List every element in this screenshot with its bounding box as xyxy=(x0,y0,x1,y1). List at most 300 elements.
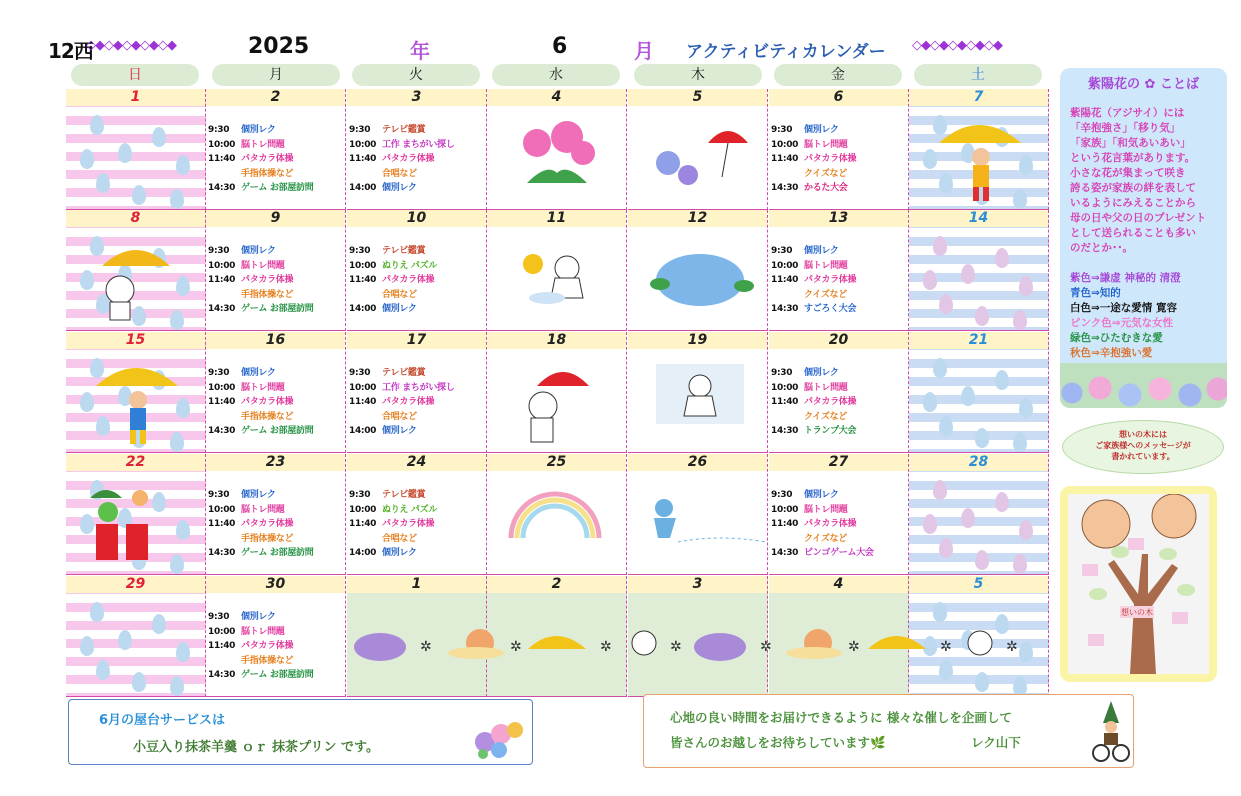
raindrop-icon xyxy=(939,538,953,558)
day-cell-thu xyxy=(628,454,768,575)
activity-label: 合唱など xyxy=(382,168,417,179)
activity-item xyxy=(349,424,485,439)
activity-label: 手指体操など xyxy=(241,533,294,544)
activity-label: 個別レク xyxy=(241,125,276,135)
activity-item xyxy=(771,503,907,518)
message-line-1: 心地の良い時間をお届けできるように 様々な催しを企画して xyxy=(670,710,1012,725)
activity-time: 9:30 xyxy=(208,246,230,256)
food-service-menu: 小豆入り抹茶羊羹 ｏｒ 抹茶プリン です。 xyxy=(133,740,380,755)
activity-label: テレビ鑑賞 xyxy=(382,246,426,256)
svg-text:✲: ✲ xyxy=(760,639,772,655)
activity-label: 脳トレ問題 xyxy=(804,504,848,515)
sidebar-line: という花言葉があります。 xyxy=(1070,152,1196,164)
food-service-scroll xyxy=(68,699,533,765)
day-cell-mon xyxy=(206,454,346,575)
activity-time: 14:00 xyxy=(349,183,377,193)
sidebar-line: 小さな花が集まって咲き xyxy=(1070,167,1186,179)
day-number: 1 xyxy=(347,576,486,593)
day-number: 19 xyxy=(628,332,767,349)
activity-item xyxy=(208,410,344,425)
activity-item xyxy=(771,123,907,138)
activity-time: 9:30 xyxy=(349,490,371,500)
frog-boots-icon xyxy=(86,478,186,575)
activity-label: すごろく大会 xyxy=(804,304,857,314)
activity-label: 工作 まちがい探し xyxy=(382,139,455,150)
raindrop-icon xyxy=(1013,310,1027,330)
activity-item xyxy=(208,503,344,518)
activity-item xyxy=(349,488,485,503)
activity-time: 10:00 xyxy=(349,139,377,150)
day-number: 2 xyxy=(206,89,345,106)
activity-label: パタカラ体操 xyxy=(241,641,294,651)
activity-item xyxy=(349,123,485,138)
activity-time: 14:30 xyxy=(771,426,799,436)
day-cell-sat xyxy=(909,332,1049,453)
raindrop-icon xyxy=(1019,520,1033,540)
day-number: 28 xyxy=(909,454,1048,471)
bubble-line-3: 書かれています。 xyxy=(1111,452,1175,461)
activity-time: 9:30 xyxy=(349,246,371,256)
activity-time: 9:30 xyxy=(771,368,793,378)
day-number: 11 xyxy=(487,210,626,227)
child-umbrella-icon xyxy=(929,113,1029,210)
message-bubble xyxy=(1062,420,1224,474)
activity-item xyxy=(771,273,907,288)
activity-label: 個別レク xyxy=(382,183,417,193)
day-cell-sat xyxy=(909,89,1049,210)
day-cell-thu xyxy=(628,332,768,453)
child-umbrella-icon xyxy=(86,356,186,453)
activity-label: パタカラ体操 xyxy=(382,397,435,407)
activity-time: 14:00 xyxy=(349,304,377,314)
sidebar-line: 母の日や父の日のプレゼント xyxy=(1070,212,1207,224)
sidebar-line: 誇る姿が家族の絆を表して xyxy=(1070,182,1196,194)
activity-label: パタカラ体操 xyxy=(241,154,294,164)
day-number: 6 xyxy=(769,89,908,106)
activity-label: パタカラ体操 xyxy=(804,154,857,164)
activity-label: 手指体操など xyxy=(241,411,294,422)
diamond-decoration-right: ◇◆◇◆◇◆◇◆◇◆ xyxy=(912,38,1002,53)
activity-time: 11:40 xyxy=(208,154,236,164)
raindrop-icon xyxy=(170,676,184,696)
activity-item xyxy=(771,488,907,503)
day-cell-sat xyxy=(909,454,1049,575)
day-number: 27 xyxy=(769,454,908,471)
day-cell-wed xyxy=(487,332,627,453)
raindrop-icon xyxy=(1013,676,1027,696)
raindrop-icon xyxy=(1013,432,1027,452)
day-cell-tue xyxy=(347,332,487,453)
day-cell-fri xyxy=(769,210,909,331)
activity-item xyxy=(208,366,344,381)
activity-label: 手指体操など xyxy=(241,168,294,179)
activity-item xyxy=(349,503,485,518)
activity-time: 9:30 xyxy=(771,125,793,135)
activity-time: 14:30 xyxy=(208,304,236,314)
day-number: 4 xyxy=(769,576,908,593)
activity-label: パタカラ体操 xyxy=(804,519,857,529)
activity-label: 合唱など xyxy=(382,289,417,300)
activity-time: 9:30 xyxy=(349,125,371,135)
activity-label: クイズなど xyxy=(804,289,847,300)
activity-time: 11:40 xyxy=(349,275,377,285)
activity-item xyxy=(208,668,344,683)
raindrop-icon xyxy=(96,660,110,680)
activity-label: 脳トレ問題 xyxy=(241,626,285,637)
activity-list xyxy=(208,123,344,196)
activity-label: 個別レク xyxy=(804,368,839,378)
activity-time: 9:30 xyxy=(208,368,230,378)
activity-time: 9:30 xyxy=(208,490,230,500)
activity-label: 脳トレ問題 xyxy=(804,139,848,150)
day-cell-wed xyxy=(487,89,627,210)
raindrop-icon xyxy=(933,480,947,500)
activity-item xyxy=(349,273,485,288)
day-cell-tue xyxy=(347,210,487,331)
sidebar-line: 緑色⇒ひたむきな愛 xyxy=(1070,332,1163,344)
sidebar-hydrangea-words xyxy=(1060,68,1227,408)
activity-time: 11:40 xyxy=(208,641,236,651)
raindrop-icon xyxy=(80,149,94,169)
day-number: 12 xyxy=(628,210,767,227)
day-number: 25 xyxy=(487,454,626,471)
activity-time: 14:30 xyxy=(208,548,236,558)
raindrop-icon xyxy=(995,492,1009,512)
day-cell-tue xyxy=(347,89,487,210)
activity-item xyxy=(349,244,485,259)
day-cell-sat xyxy=(909,210,1049,331)
page-title: アクティビティカレンダー xyxy=(686,42,886,62)
activity-item xyxy=(208,138,344,153)
activity-item xyxy=(771,244,907,259)
day-cell-wed xyxy=(487,454,627,575)
day-number: 5 xyxy=(628,89,767,106)
day-number: 26 xyxy=(628,454,767,471)
activity-item xyxy=(208,610,344,625)
activity-item xyxy=(349,181,485,196)
activity-item xyxy=(208,302,344,317)
raindrop-icon xyxy=(1019,398,1033,418)
activity-label: クイズなど xyxy=(804,168,847,179)
activity-item xyxy=(208,381,344,396)
raindrop-icon xyxy=(923,392,937,412)
activity-time: 11:40 xyxy=(771,154,799,164)
day-cell-mon xyxy=(206,332,346,453)
activity-item xyxy=(208,488,344,503)
activity-label: 脳トレ問題 xyxy=(241,382,285,393)
activity-label: 個別レク xyxy=(241,246,276,256)
svg-text:✲: ✲ xyxy=(848,639,860,655)
rain-boy-icon xyxy=(648,478,768,562)
activity-label: ぬりえ パズル xyxy=(382,260,438,271)
hydrangea-bouquet-icon xyxy=(507,113,607,207)
activity-time: 10:00 xyxy=(349,504,377,515)
activity-item xyxy=(208,152,344,167)
activity-item xyxy=(771,366,907,381)
activity-label: パタカラ体操 xyxy=(241,519,294,529)
wish-tree-photo xyxy=(1060,486,1217,682)
activity-item xyxy=(349,410,485,425)
activity-list xyxy=(208,610,344,683)
activity-label: 個別レク xyxy=(241,368,276,378)
raindrop-icon xyxy=(961,264,975,284)
bubble-line-2: ご家族様へのメッセージが xyxy=(1095,441,1191,450)
ward-label: 12西 xyxy=(48,39,93,63)
diamond-decoration-left: ◇◆◇◆◇◆◇◆◇◆ xyxy=(86,38,176,53)
activity-list xyxy=(771,488,907,561)
activity-item xyxy=(349,546,485,561)
raindrop-icon xyxy=(961,508,975,528)
day-cell-tue xyxy=(347,454,487,575)
raindrop-icon xyxy=(961,386,975,406)
activity-item xyxy=(208,395,344,410)
message-scroll xyxy=(643,694,1134,768)
activity-label: 脳トレ問題 xyxy=(241,139,285,150)
cat-umbrella-icon xyxy=(86,234,186,331)
activity-label: 合唱など xyxy=(382,411,417,422)
activity-time: 9:30 xyxy=(771,246,793,256)
activity-item xyxy=(208,424,344,439)
activity-label: トランプ大会 xyxy=(804,426,857,436)
activity-time: 11:40 xyxy=(208,519,236,529)
raindrop-icon xyxy=(933,236,947,256)
day-number: 3 xyxy=(628,576,767,593)
activity-item xyxy=(771,517,907,532)
activity-time: 10:00 xyxy=(771,260,799,271)
activity-item xyxy=(771,302,907,317)
activity-label: ぬりえ パズル xyxy=(382,504,438,515)
raindrop-icon xyxy=(939,416,953,436)
activity-item xyxy=(208,181,344,196)
activity-list xyxy=(349,244,485,317)
activity-label: クイズなど xyxy=(804,533,847,544)
day-cell-fri xyxy=(769,454,909,575)
activity-label: 工作 まちがい探し xyxy=(382,382,455,393)
activity-time: 14:30 xyxy=(208,670,236,680)
activity-item xyxy=(771,424,907,439)
weekday-sun: 日 xyxy=(71,64,199,86)
activity-label: パタカラ体操 xyxy=(804,397,857,407)
wish-tree-sign: 想いの木 xyxy=(1121,608,1153,617)
day-cell-mon xyxy=(206,89,346,210)
activity-label: 手指体操など xyxy=(241,655,294,666)
raindrop-icon xyxy=(1019,276,1033,296)
activity-item xyxy=(349,167,485,182)
activity-label: パタカラ体操 xyxy=(382,519,435,529)
bubble-line-1: 想いの木には xyxy=(1119,430,1167,439)
activity-time: 14:30 xyxy=(771,548,799,558)
activity-item xyxy=(208,654,344,669)
day-cell-fri xyxy=(769,332,909,453)
activity-label: ゲーム お部屋訪問 xyxy=(241,426,314,436)
svg-text:✲: ✲ xyxy=(1006,639,1018,655)
rainbow-icon xyxy=(507,478,607,562)
day-number: 14 xyxy=(909,210,1048,227)
day-number: 4 xyxy=(487,89,626,106)
cat-red-umbrella-icon xyxy=(507,356,607,453)
sidebar-line: のだとか･･。 xyxy=(1070,242,1133,254)
day-number: 17 xyxy=(347,332,486,349)
activity-item xyxy=(208,546,344,561)
activity-item xyxy=(349,259,485,274)
raindrop-icon xyxy=(923,270,937,290)
sidebar-line: 「家族」「和気あいあい」 xyxy=(1070,137,1191,149)
day-cell-sun xyxy=(66,454,206,575)
day-cell-sun xyxy=(66,576,206,697)
activity-label: 個別レク xyxy=(382,548,417,558)
raindrop-icon xyxy=(132,185,146,205)
activity-list xyxy=(349,366,485,439)
activity-label: 個別レク xyxy=(241,612,276,622)
day-number: 15 xyxy=(66,332,205,349)
activity-label: テレビ鑑賞 xyxy=(382,125,426,135)
calendar-grid xyxy=(66,89,1051,698)
activity-time: 10:00 xyxy=(349,382,377,393)
activity-time: 14:00 xyxy=(349,548,377,558)
activity-time: 10:00 xyxy=(208,504,236,515)
hydrangea-flower-icon xyxy=(471,720,531,760)
raindrop-icon xyxy=(923,514,937,534)
activity-item xyxy=(771,167,907,182)
activity-label: 個別レク xyxy=(804,125,839,135)
wish-tree-illustration xyxy=(1068,494,1209,674)
day-number: 22 xyxy=(66,454,205,471)
sidebar-line: 秋色⇒辛抱強い愛 xyxy=(1070,347,1153,359)
activity-item xyxy=(208,167,344,182)
day-cell-sun xyxy=(66,210,206,331)
activity-label: 個別レク xyxy=(804,490,839,500)
raindrop-icon xyxy=(96,173,110,193)
raindrop-icon xyxy=(176,155,190,175)
activity-list xyxy=(771,244,907,317)
activity-time: 11:40 xyxy=(349,154,377,164)
activity-label: ゲーム お部屋訪問 xyxy=(241,670,314,680)
activity-time: 11:40 xyxy=(349,519,377,529)
activity-time: 10:00 xyxy=(208,260,236,271)
activity-time: 14:30 xyxy=(208,183,236,193)
raindrop-icon xyxy=(933,358,947,378)
activity-item xyxy=(349,395,485,410)
activity-list xyxy=(349,488,485,561)
svg-text:✲: ✲ xyxy=(510,639,522,655)
raindrop-icon xyxy=(90,115,104,135)
message-line-2: 皆さんのお越しをお待ちしています🌿 xyxy=(670,735,886,750)
activity-item xyxy=(771,395,907,410)
day-cell-mon xyxy=(206,210,346,331)
day-number: 8 xyxy=(66,210,205,227)
day-number: 13 xyxy=(769,210,908,227)
day-cell-fri xyxy=(769,89,909,210)
activity-label: 個別レク xyxy=(804,246,839,256)
activity-time: 10:00 xyxy=(208,382,236,393)
month-label: 月 xyxy=(634,39,654,63)
svg-text:✲: ✲ xyxy=(670,639,682,655)
activity-time: 10:00 xyxy=(208,626,236,637)
activity-time: 9:30 xyxy=(349,368,371,378)
svg-text:✲: ✲ xyxy=(940,639,952,655)
activity-time: 10:00 xyxy=(771,504,799,515)
svg-text:✲: ✲ xyxy=(420,639,432,655)
raindrop-icon xyxy=(118,630,132,650)
activity-list xyxy=(208,366,344,439)
activity-time: 14:30 xyxy=(771,304,799,314)
teru-teru-rain-icon xyxy=(648,356,748,450)
year-label: 年 xyxy=(410,39,430,63)
teru-teru-sun-icon xyxy=(507,234,607,328)
raindrop-icon xyxy=(975,550,989,570)
day-cell-sun xyxy=(66,332,206,453)
activity-item xyxy=(771,138,907,153)
day-number: 29 xyxy=(66,576,205,593)
weekday-fri: 金 xyxy=(774,64,902,86)
activity-time: 11:40 xyxy=(771,397,799,407)
activity-label: ゲーム お部屋訪問 xyxy=(241,304,314,314)
year-value: 2025 xyxy=(248,34,310,59)
activity-list xyxy=(771,123,907,196)
day-cell-sun xyxy=(66,89,206,210)
day-number: 21 xyxy=(909,332,1048,349)
raindrop-icon xyxy=(118,143,132,163)
activity-item xyxy=(208,244,344,259)
activity-time: 10:00 xyxy=(349,260,377,271)
activity-item xyxy=(208,517,344,532)
raindrop-icon xyxy=(975,306,989,326)
day-number: 16 xyxy=(206,332,345,349)
activity-label: ゲーム お部屋訪問 xyxy=(241,183,314,193)
activity-label: 手指体操など xyxy=(241,289,294,300)
activity-label: パタカラ体操 xyxy=(241,275,294,285)
activity-label: 脳トレ問題 xyxy=(241,260,285,271)
activity-list xyxy=(208,488,344,561)
activity-item xyxy=(771,410,907,425)
gnome-bicycle-icon xyxy=(1092,699,1130,763)
decorative-strip xyxy=(350,619,1040,673)
activity-time: 14:30 xyxy=(771,183,799,193)
activity-time: 10:00 xyxy=(771,139,799,150)
day-cell-mon xyxy=(206,576,346,697)
signature: レク山下 xyxy=(971,735,1021,750)
sidebar-title: 紫陽花の ✿ ことば xyxy=(1088,77,1199,92)
activity-item xyxy=(771,152,907,167)
activity-label: テレビ鑑賞 xyxy=(382,490,426,500)
activity-time: 11:40 xyxy=(208,275,236,285)
activity-label: パタカラ体操 xyxy=(382,154,435,164)
activity-label: パタカラ体操 xyxy=(382,275,435,285)
weekday-thu: 木 xyxy=(634,64,762,86)
activity-time: 9:30 xyxy=(208,612,230,622)
activity-time: 9:30 xyxy=(208,125,230,135)
weekday-tue: 火 xyxy=(352,64,480,86)
activity-item xyxy=(349,381,485,396)
activity-list xyxy=(208,244,344,317)
activity-item xyxy=(771,181,907,196)
activity-label: 脳トレ問題 xyxy=(241,504,285,515)
activity-time: 11:40 xyxy=(349,397,377,407)
activity-item xyxy=(349,517,485,532)
umbrella-rain-icon xyxy=(648,113,748,207)
hydrangea-border-image xyxy=(1060,363,1227,408)
day-number: 10 xyxy=(347,210,486,227)
activity-label: 個別レク xyxy=(241,490,276,500)
activity-time: 14:00 xyxy=(349,426,377,436)
raindrop-icon xyxy=(939,294,953,314)
activity-label: クイズなど xyxy=(804,411,847,422)
day-number: 9 xyxy=(206,210,345,227)
raindrop-icon xyxy=(176,642,190,662)
day-cell-thu xyxy=(628,210,768,331)
raindrop-icon xyxy=(1013,554,1027,574)
activity-label: 脳トレ問題 xyxy=(804,382,848,393)
